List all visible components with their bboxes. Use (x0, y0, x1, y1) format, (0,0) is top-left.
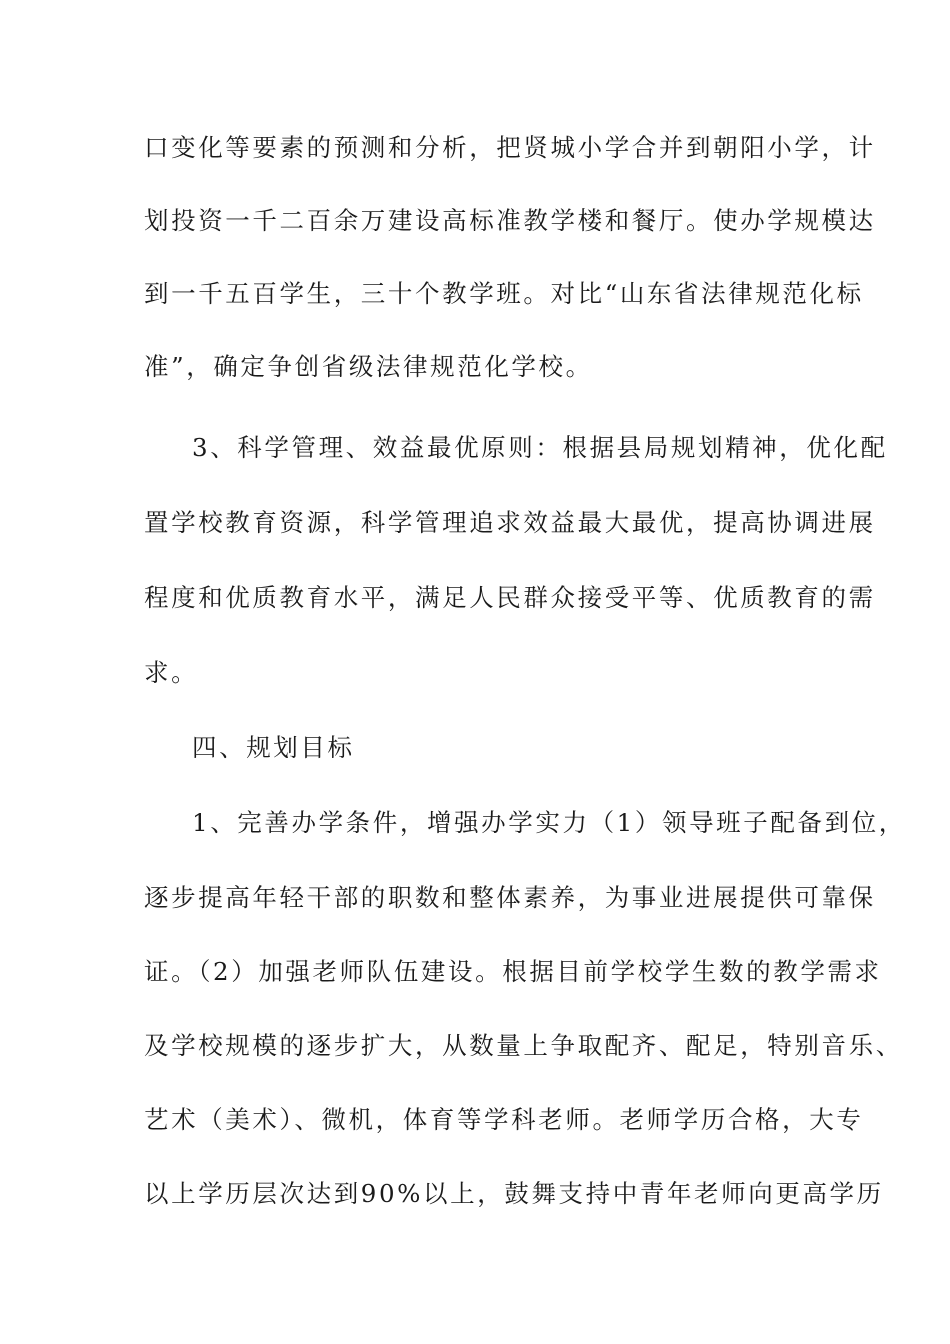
paragraph-start-line: 3、科学管理、效益最优原则：根据县局规划精神，优化配 (192, 433, 888, 462)
text-line: 证。（2）加强老师队伍建设。根据目前学校学生数的教学需求 (144, 957, 882, 986)
text-line: 置学校教育资源，科学管理追求效益最大最优，提高协调进展 (144, 508, 876, 537)
text-line: 口变化等要素的预测和分析，把贤城小学合并到朝阳小学，计 (144, 133, 876, 162)
paragraph-start-line: 1、完善办学条件，增强办学实力（1）领导班子配备到位， (192, 808, 906, 837)
text-line: 程度和优质教育水平，满足人民群众接受平等、优质教育的需 (144, 583, 876, 612)
text-line: 到一千五百学生，三十个教学班。对比“山东省法律规范化标 (144, 279, 864, 308)
text-line: 准”，确定争创省级法律规范化学校。 (144, 352, 593, 381)
text-line: 艺术（美术）、微机，体育等学科老师。老师学历合格，大专 (144, 1105, 864, 1134)
text-line: 及学校规模的逐步扩大，从数量上争取配齐、配足，特别音乐、 (144, 1031, 903, 1060)
text-line: 逐步提高年轻干部的职数和整体素养，为事业进展提供可靠保 (144, 883, 876, 912)
text-line: 求。 (144, 658, 199, 687)
text-line: 划投资一千二百余万建设高标准教学楼和餐厅。使办学规模达 (144, 206, 876, 235)
text-line: 以上学历层次达到90%以上，鼓舞支持中青年老师向更高学历 (144, 1179, 884, 1208)
section-heading: 四、规划目标 (192, 733, 355, 762)
